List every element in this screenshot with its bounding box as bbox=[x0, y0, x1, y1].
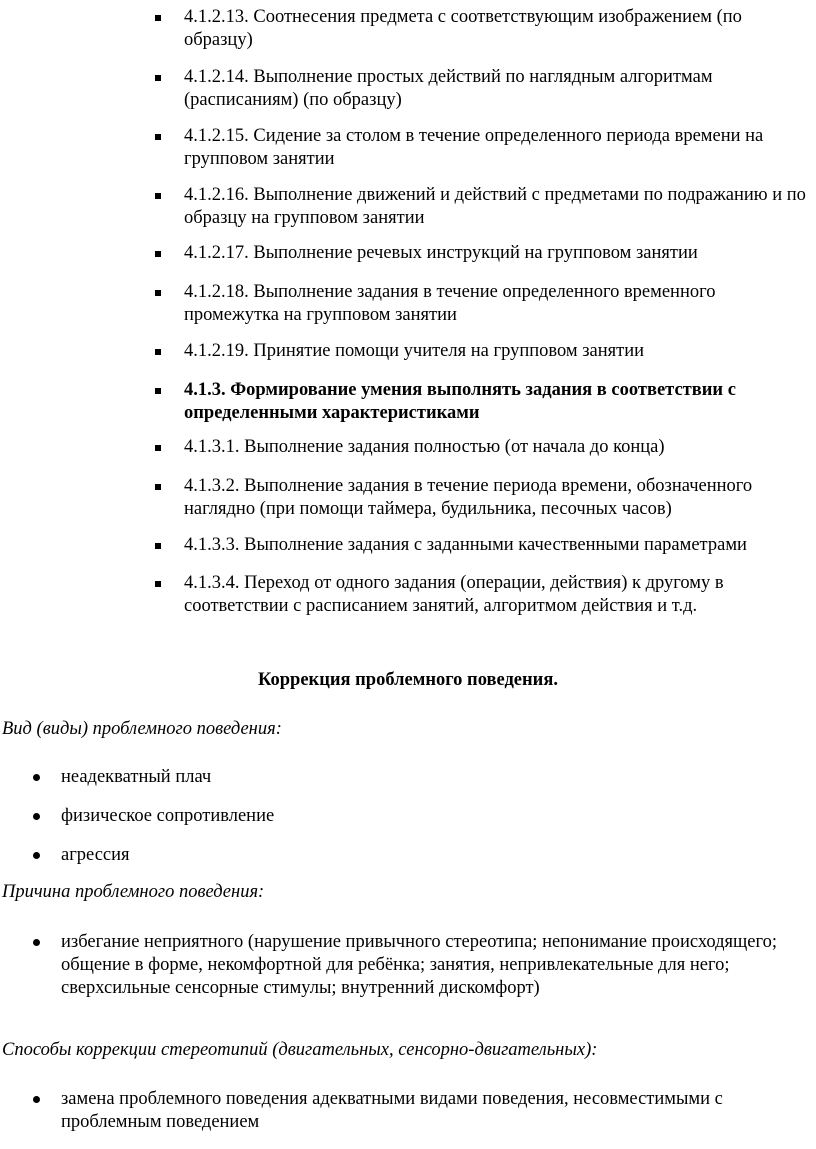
square-bullet-icon bbox=[155, 581, 161, 587]
round-bullet-icon bbox=[33, 1096, 40, 1103]
behavior-types-label: Вид (виды) проблемного поведения: bbox=[2, 719, 282, 739]
round-bullet-icon bbox=[33, 774, 40, 781]
square-bullet-icon bbox=[155, 193, 161, 199]
list-item-text: физическое сопротивление bbox=[61, 806, 275, 826]
list-item-text: агрессия bbox=[61, 845, 130, 865]
list-item-text: 4.1.3.2. Выполнение задания в течение периода времени, обозначенного наглядно (при помощи таймера, будильника, песочных часов) bbox=[184, 476, 753, 519]
list-item bbox=[61, 1088, 801, 1134]
list-item bbox=[61, 931, 801, 1000]
correction-methods-label: Способы коррекции стереотипий (двигательных, сенсорно-двигательных): bbox=[2, 1040, 598, 1060]
behavior-causes-label: Причина проблемного поведения: bbox=[2, 882, 265, 902]
list-item-text: 4.1.2.14. Выполнение простых действий по наглядным алгоритмам (расписаниям) (по образцу) bbox=[184, 67, 713, 110]
list-item bbox=[184, 281, 814, 327]
list-item bbox=[184, 184, 814, 230]
list-item bbox=[184, 66, 814, 112]
square-bullet-icon bbox=[155, 388, 161, 394]
list-item-text: 4.1.2.19. Принятие помощи учителя на групповом занятии bbox=[184, 341, 645, 361]
square-bullet-icon bbox=[155, 75, 161, 81]
square-bullet-icon bbox=[155, 349, 161, 355]
list-item-text: 4.1.2.18. Выполнение задания в течение определенного временного промежутка на групповом занятии bbox=[184, 282, 716, 325]
list-item-text: 4.1.3.1. Выполнение задания полностью (от начала до конца) bbox=[184, 437, 665, 457]
square-bullet-icon bbox=[155, 445, 161, 451]
list-item bbox=[184, 242, 814, 265]
list-item bbox=[184, 6, 814, 52]
list-item bbox=[61, 844, 801, 867]
list-item-text: 4.1.2.17. Выполнение речевых инструкций на групповом занятии bbox=[184, 243, 698, 263]
square-bullet-icon bbox=[155, 134, 161, 140]
list-item-text: неадекватный плач bbox=[61, 767, 212, 787]
list-item-text: 4.1.3. Формирование умения выполнять задания в соответствии с определенными характеристиками bbox=[184, 380, 736, 423]
round-bullet-icon bbox=[33, 813, 40, 820]
square-bullet-icon bbox=[155, 543, 161, 549]
square-bullet-icon bbox=[155, 484, 161, 490]
list-item-text: замена проблемного поведения адекватными видами поведения, несовместимыми с проблемным поведением bbox=[61, 1089, 723, 1132]
list-item bbox=[184, 475, 814, 521]
round-bullet-icon bbox=[33, 939, 40, 946]
section-heading: Коррекция проблемного поведения. bbox=[258, 670, 558, 690]
list-item bbox=[184, 572, 814, 618]
square-bullet-icon bbox=[155, 251, 161, 257]
square-bullet-icon bbox=[155, 15, 161, 21]
list-item bbox=[184, 534, 814, 557]
list-item bbox=[184, 436, 814, 459]
list-item bbox=[184, 340, 814, 363]
list-item-text: 4.1.3.3. Выполнение задания с заданными качественными параметрами bbox=[184, 535, 747, 555]
list-item bbox=[184, 125, 814, 171]
square-bullet-icon bbox=[155, 290, 161, 296]
list-item bbox=[61, 766, 801, 789]
list-item-text: 4.1.2.16. Выполнение движений и действий с предметами по подражанию и по образцу на групповом занятии bbox=[184, 185, 806, 228]
round-bullet-icon bbox=[33, 852, 40, 859]
list-item-text: избегание неприятного (нарушение привычного стереотипа; непонимание происходящего; общение в форме, некомфортной для ребёнка; занятия, непривлекательные для него; сверхсильные сенсорные стимулы; внутренний дискомфорт) bbox=[61, 932, 777, 998]
list-item-text: 4.1.2.15. Сидение за столом в течение определенного периода времени на групповом занятии bbox=[184, 126, 764, 169]
list-item-text: 4.1.3.4. Переход от одного задания (операции, действия) к другому в соответствии с расписанием занятий, алгоритмом действия и т.д. bbox=[184, 573, 724, 616]
list-item-text: 4.1.2.13. Соотнесения предмета с соответствующим изображением (по образцу) bbox=[184, 7, 742, 50]
list-item bbox=[61, 805, 801, 828]
list-item-heading bbox=[184, 379, 814, 425]
